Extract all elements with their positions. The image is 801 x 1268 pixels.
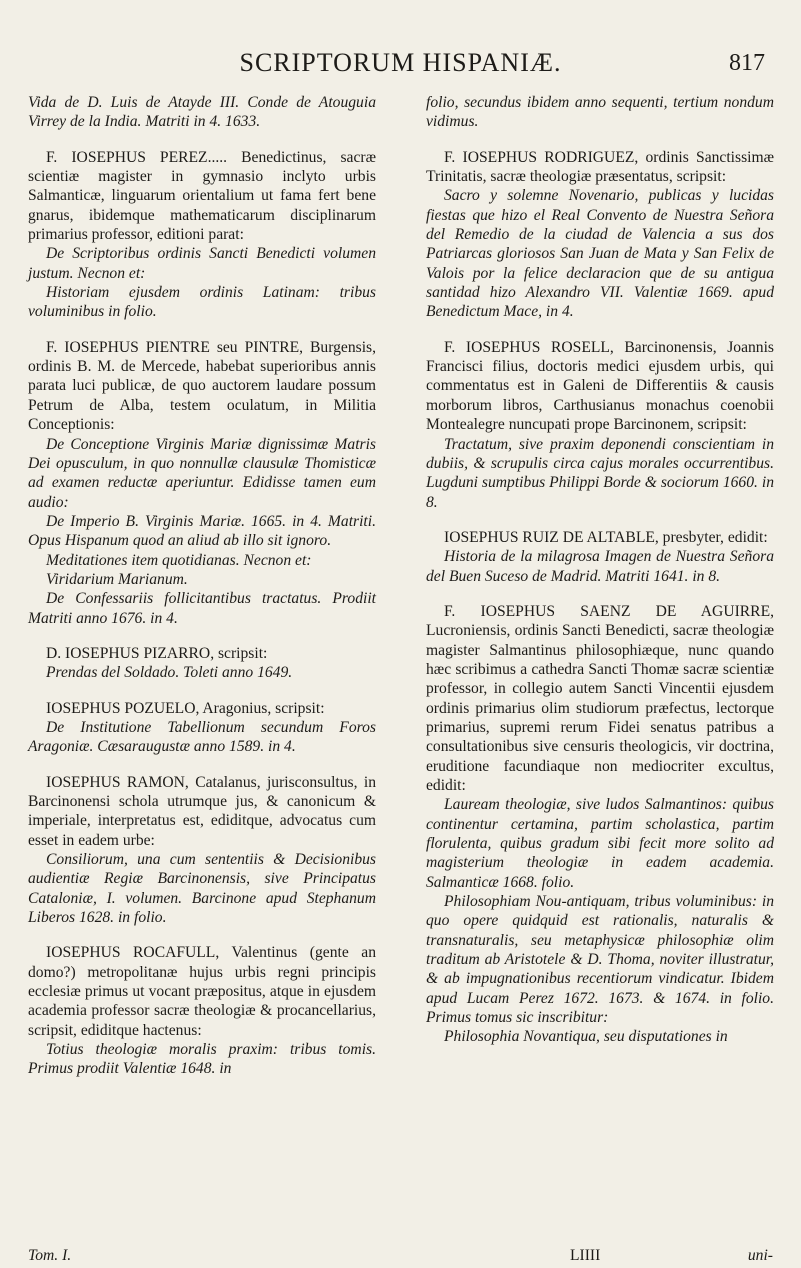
entry-gap [28, 132, 376, 148]
bibliography-entry: IOSEPHUS RAMON, Catalanus, jurisconsultus, in Barcinonensi schola utrumque jus, & canonicum & imperiale, interpretatus est, ediditque, advocatus cum esset in eadem urbe: [28, 773, 376, 849]
entry-gap [28, 927, 376, 943]
bibliography-entry: F. IOSEPHUS ROSELL, Barcinonensis, Joannis Francisci filius, doctoris medici ejusdem urbis, qui commentatus est in Galeni de Differentiis & causis morborum libros, Carthusianus monachus coenobii Montealegre nuncupati prope Barcinonem, scripsit: [426, 338, 774, 434]
bibliography-entry: F. IOSEPHUS PEREZ..... Benedictinus, sacræ scientiæ magister in gymnasio inclyto urbis Salmanticæ, linguarum orientalium ut fama fert bene gnarus, ibidemque mathematicarum disciplinarum primarius professor, editioni parat: [28, 148, 376, 244]
work-title: De Conceptione Virginis Mariæ dignissimæ Matris Dei opusculum, in quo nonnullæ clausulæ Thomisticæ ad examen reductæ aperiuntur. Edidisse tamen eum audio: [28, 435, 376, 511]
bibliography-entry: IOSEPHUS ROCAFULL, Valentinus (gente an domo?) metropolitanæ hujus urbis regni principis ecclesiæ primus ut vocant præpositus, atque in ejusdem academia professor sacræ theologiæ & procancellarius, scripsit, ediditque hactenus: [28, 944, 376, 1039]
bibliography-entry: IOSEPHUS RUIZ DE ALTABLE, presbyter, edidit: [444, 528, 768, 546]
work-title: Sacro y solemne Novenario, publicas y lucidas fiestas que hizo el Real Convento de Nuestra Señora del Remedio de la ciudad de Valencia a sus dos Patriarcas gloriosos San Juan de Mata y San Felix de Valois por la felice declaracion que de su antigua santidad hizo Alexandro VII. Valentiæ 1669. apud Benedictum Mace, in 4. [426, 187, 774, 321]
continued-text: folio, secundus ibidem anno sequenti, tertium nondum vidimus. [426, 94, 774, 131]
work-title: Viridarium Marianum. [46, 570, 188, 588]
left-column [28, 93, 376, 1079]
work-title: Totius theologiæ moralis praxim: tribus tomis. Primus prodiit Valentiæ 1648. in [28, 1041, 376, 1078]
entry-gap [28, 683, 376, 699]
work-title: Historia de la milagrosa Imagen de Nuestra Señora del Buen Suceso de Madrid. Matriti 1641. in 8. [426, 548, 774, 585]
work-title: De Confessariis follicitantibus tractatus. Prodiit Matriti anno 1676. in 4. [28, 590, 376, 627]
work-title: Meditationes item quotidianas. Necnon et: [46, 551, 312, 569]
work-title: Historiam ejusdem ordinis Latinam: tribus voluminibus in folio. [28, 284, 376, 321]
bibliography-entry: F. IOSEPHUS PIENTRE seu PINTRE, Burgensis, ordinis B. M. de Mercede, habebat superioribus annis parata luci publicæ, de quo auctorem laudare possum Petrum de Alba, testem oculatum, in Militia Conceptionis: [28, 338, 376, 434]
entry-gap [28, 628, 376, 644]
right-column [426, 93, 774, 1047]
entry-gap [426, 586, 774, 602]
bibliography-entry: D. IOSEPHUS PIZARRO, scripsit: [46, 644, 268, 662]
work-title: Philosophia Novantiqua, seu disputationes in [444, 1028, 728, 1046]
signature-mark: LIIII [570, 1247, 601, 1264]
work-title: De Imperio B. Virginis Mariæ. 1665. in 4. Matriti. Opus Hispanum quod an aliud ab illo sit ignoro. [28, 512, 376, 550]
work-title: De Institutione Tabellionum secundum Foros Aragoniæ. Cæsaraugustæ anno 1589. in 4. [28, 718, 376, 756]
running-header [0, 48, 801, 88]
tome-label: Tom. I. [28, 1247, 72, 1264]
work-title: Philosophiam Nou-antiquam, tribus voluminibus: in quo opere quidquid est rationalis, naturalis & transnaturalis, seu metaphysicæ philosophiæ olim traditum ab Aristotele & D. Thoma, noviter illustratur, & ab impugnationibus recentiorum vindicatur. Ibidem apud Lucam Perez 1672. 1673. & 1674. in folio. Primus tomus sic inscribitur: [426, 893, 774, 1027]
work-title: Tractatum, sive praxim deponendi conscientiam in dubiis, & scrupulis circa cajus morales occurrentibus. Lugduni sumptibus Philippi Borde & sociorum 1660. in 8. [426, 435, 774, 511]
catchword: uni- [747, 1247, 773, 1264]
bibliography-entry: F. IOSEPHUS SAENZ DE AGUIRRE, Lucroniensis, ordinis Sancti Benedicti, sacræ theologiæ magister Salmantinus philosophiæque, nunc quando hæc scribimus a cathedra Sancti Thomæ sacræ scientiæ professor, in collegio autem Sancti Vincentii ejusdem ordinis primarius olim studiorum præfectus, lectorque primarius, supremi rerum Fidei senatus patribus a consultationibus sive censuris theologicis, vir doctrina, eruditione facundiaque non mediocriter excultus, edidit: [426, 602, 774, 794]
work-title: Consiliorum, una cum sententiis & Decisionibus audientiæ Regiæ Barcinonensis, sive Principatus Cataloniæ, I. volumen. Barcinone apud Stephanum Liberos 1628. in folio. [28, 851, 376, 927]
entry-gap [28, 757, 376, 773]
work-title: Prendas del Soldado. Toleti anno 1649. [46, 664, 293, 682]
bibliography-entry: IOSEPHUS POZUELO, Aragonius, scripsit: [46, 699, 325, 717]
bibliography-entry: F. IOSEPHUS RODRIGUEZ, ordinis Sanctissimæ Trinitatis, sacræ theologiæ præsentatus, scripsit: [426, 148, 774, 186]
entry-gap [426, 322, 774, 338]
entry-gap [426, 132, 774, 148]
page-number: 817 [729, 50, 765, 76]
page-title: SCRIPTORUM HISPANIÆ. [239, 48, 562, 77]
entry-gap [426, 512, 774, 528]
work-title: De Scriptoribus ordinis Sancti Benedicti volumen justum. Necnon et: [28, 245, 376, 282]
entry-gap [28, 322, 376, 338]
continued-text: Vida de D. Luis de Atayde III. Conde de Atouguia Virrey de la India. Matriti in 4. 1633. [28, 94, 376, 131]
work-title: Lauream theologiæ, sive ludos Salmantinos: quibus continentur certamina, partim scholastica, partim florulenta, quibus gradum sibi fecit more solito ad magisterium theologiæ in eadem academia. Salmanticæ 1668. folio. [426, 796, 774, 891]
